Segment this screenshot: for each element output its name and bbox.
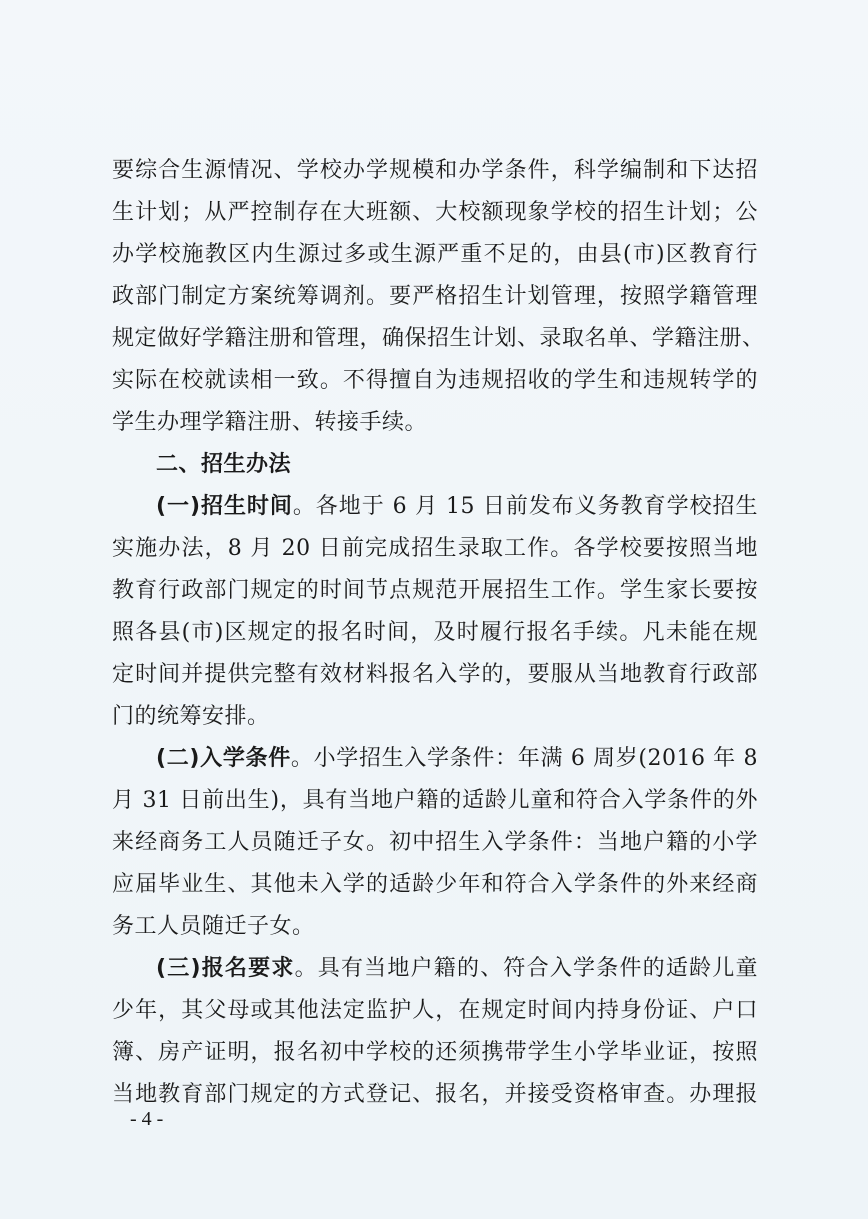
subsection-first-line-text: 。具有当地户籍的、符合入学条件的适龄儿童 <box>294 956 758 981</box>
text-line: 月 31 日前出生)，具有当地户籍的适龄儿童和符合入学条件的外 <box>112 788 758 813</box>
text-line: 务工人员随迁子女。 <box>112 914 315 939</box>
subsection-title: (二)入学条件 <box>156 746 291 771</box>
subsection-admission-conditions <box>112 738 758 948</box>
subsection-title: (三)报名要求 <box>156 956 295 981</box>
text-line: 照各县(市)区规定的报名时间，及时履行报名手续。凡未能在规 <box>112 620 758 645</box>
text-line: 门的统筹安排。 <box>112 704 270 729</box>
text-line: 少年，其父母或其他法定监护人，在规定时间内持身份证、户口 <box>112 998 758 1023</box>
subsection-first-line <box>112 948 758 990</box>
text-line: 定时间并提供完整有效材料报名入学的，要服从当地教育行政部 <box>112 662 758 687</box>
page-number: - 4 - <box>130 1108 164 1130</box>
subsection-first-line <box>112 486 758 528</box>
text-line: 实施办法，8 月 20 日前完成招生录取工作。各学校要按照当地 <box>112 536 758 561</box>
subsection-first-line-text: 。各地于 6 月 15 日前发布义务教育学校招生 <box>292 494 758 519</box>
section-heading: 二、招生办法 <box>156 452 292 477</box>
subsection-enrollment-time <box>112 486 758 738</box>
text-line: 政部门制定方案统筹调剂。要严格招生计划管理，按照学籍管理 <box>112 284 758 309</box>
text-line: 当地教育部门规定的方式登记、报名，并接受资格审查。办理报 <box>112 1082 758 1107</box>
text-line: 来经商务工人员随迁子女。初中招生入学条件：当地户籍的小学 <box>112 830 758 855</box>
text-line: 要综合生源情况、学校办学规模和办学条件，科学编制和下达招 <box>112 158 758 183</box>
text-line: 学生办理学籍注册、转接手续。 <box>112 410 428 435</box>
subsection-registration-requirements <box>112 948 758 1116</box>
document-body <box>112 150 765 1116</box>
text-line: 实际在校就读相一致。不得擅自为违规招收的学生和违规转学的 <box>112 368 758 393</box>
text-line: 簿、房产证明，报名初中学校的还须携带学生小学毕业证，按照 <box>112 1040 758 1065</box>
paragraph-opening <box>112 150 765 444</box>
subsection-first-line <box>112 738 758 780</box>
text-line: 教育行政部门规定的时间节点规范开展招生工作。学生家长要按 <box>112 578 758 603</box>
subsection-title: (一)招生时间 <box>156 494 293 519</box>
text-line: 应届毕业生、其他未入学的适龄少年和符合入学条件的外来经商 <box>112 872 758 897</box>
text-line: 生计划；从严控制存在大班额、大校额现象学校的招生计划；公 <box>112 200 758 225</box>
text-line: 规定做好学籍注册和管理，确保招生计划、录取名单、学籍注册、 <box>112 326 765 351</box>
text-line: 办学校施教区内生源过多或生源严重不足的，由县(市)区教育行 <box>112 242 758 267</box>
subsection-first-line-text: 。小学招生入学条件：年满 6 周岁(2016 年 8 <box>290 746 758 771</box>
